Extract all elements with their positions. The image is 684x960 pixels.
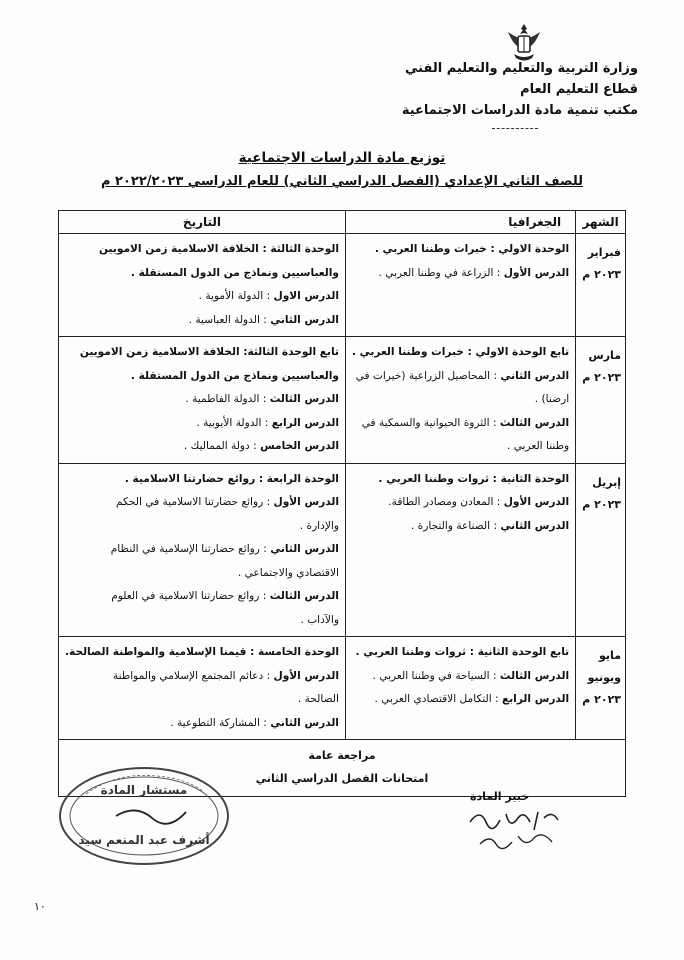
cell-line: [352, 412, 569, 436]
lesson-text: : الدولة الأموية .: [198, 290, 274, 302]
lesson-text: والآداب .: [300, 613, 339, 626]
lesson-label: الدرس الأول: [273, 496, 339, 508]
lesson-text: : التكامل الاقتصادي العربي .: [374, 693, 502, 705]
lesson-label: الدرس الثاني: [500, 369, 570, 382]
cell-line: [65, 412, 339, 436]
lesson-label: تابع الوحدة الثالثة: الخلافة الاسلامية زمن الامويين: [79, 346, 339, 358]
stamp-title: مستشار المادة: [100, 783, 188, 797]
lesson-text: وطننا العربي .: [506, 440, 570, 452]
lesson-text: : الدولة الفاطمية .: [185, 393, 270, 405]
lesson-text: : المشاركة التطوعية .: [170, 716, 271, 729]
lesson-label: الدرس الثالث: [269, 393, 339, 405]
geography-cell: [345, 337, 575, 464]
geography-cell: [345, 463, 575, 637]
cell-line: [352, 468, 569, 492]
lesson-label: الوحدة الثانية : ثروات وطننا العربي .: [378, 472, 570, 485]
lesson-label: والعباسيين ونماذج من الدول المستقلة .: [130, 369, 339, 382]
cell-line: [352, 641, 569, 665]
cell-line: [65, 262, 339, 286]
geography-cell: [345, 234, 575, 337]
table-row: [59, 463, 626, 637]
cell-line: [65, 665, 339, 689]
cell-line: [65, 609, 339, 633]
cell-line: [65, 285, 339, 309]
sector-name: قطاع التعليم العام: [520, 82, 638, 97]
lesson-label: الدرس الثالث: [269, 590, 339, 602]
cell-line: [352, 262, 569, 286]
lesson-label: الدرس الثاني: [500, 519, 570, 532]
cell-line: [65, 538, 339, 562]
lesson-label: الدرس الثاني: [270, 313, 339, 326]
table-body: [59, 234, 626, 740]
curriculum-table: [58, 210, 626, 797]
header-month: الشهر: [576, 211, 626, 234]
cell-line: [65, 341, 339, 365]
expert-label: خبير المادة: [470, 790, 530, 803]
table-header-row: [59, 211, 626, 234]
cell-line: [65, 712, 339, 736]
month-cell: فبراير ٢٠٢٣ م: [576, 234, 626, 337]
cell-line: [65, 388, 339, 412]
cell-line: [352, 435, 569, 459]
lesson-label: الدرس الثالث: [499, 669, 570, 682]
lesson-text: : المحاصيل الزراعية (خيرات في: [355, 369, 501, 382]
cell-line: [65, 515, 339, 539]
stamp-name: أشرف عبد المنعم سيد: [78, 833, 210, 847]
cell-line: [65, 491, 339, 515]
table-row: [59, 337, 626, 464]
lesson-text: : دعائم المجتمع الإسلامي والمواطنة: [112, 669, 274, 682]
lesson-text: : روائع حضارتنا الإسلامية في النظام: [110, 543, 271, 555]
lesson-text: : الدولة العباسية .: [188, 313, 271, 326]
lesson-text: : الزراعة في وطننا العربي .: [378, 266, 504, 279]
cell-line: [65, 468, 339, 492]
lesson-text: : الثروة الحيوانية والسمكية في: [361, 416, 500, 429]
ministry-name: وزارة التربية والتعليم والتعليم الفني: [405, 61, 638, 76]
expert-signature: [460, 800, 570, 860]
lesson-text: : روائع حضارتنا الاسلامية في الحكم: [115, 496, 274, 508]
table-row: [59, 234, 626, 337]
cell-line: [65, 309, 339, 333]
title-line-2: للصف الثاني الإعدادي (الفصل الدراسي الثاني) للعام الدراسي ٢٠٢٢/٢٠٢٣ م: [100, 174, 584, 189]
lesson-label: الدرس الثاني: [270, 716, 339, 729]
history-cell: [59, 637, 346, 740]
cell-line: [352, 491, 569, 515]
history-cell: [59, 234, 346, 337]
lesson-text: الاقتصادي والاجتماعي .: [237, 566, 339, 579]
lesson-label: الدرس الأول: [273, 669, 339, 682]
cell-line: [65, 688, 339, 712]
lesson-label: الوحدة الخامسة : قيمنا الإسلامية والمواطنة الصالحة.: [65, 646, 339, 658]
history-cell: [59, 337, 346, 464]
header-history: التاريخ: [59, 211, 346, 234]
page-number: ١٠: [34, 900, 46, 913]
lesson-label: والعباسيين ونماذج من الدول المستقلة .: [130, 266, 339, 279]
cell-line: [352, 388, 569, 412]
cell-line: [65, 585, 339, 609]
history-cell: [59, 463, 346, 637]
lesson-text: والإدارة .: [299, 519, 339, 532]
header-geography: الجغرافيا: [345, 211, 575, 234]
exams-label: امتحانات الفصل الدراسي الثاني: [255, 772, 429, 785]
lesson-label: الدرس الأول: [503, 496, 570, 508]
cell-line: [65, 365, 339, 389]
month-cell: إبريل ٢٠٢٣ م: [576, 463, 626, 637]
cell-line: [352, 688, 569, 712]
lesson-label: تابع الوحدة الثانية : ثروات وطننا العربي .: [355, 646, 570, 658]
lesson-text: : الدولة الأيوبية .: [196, 416, 272, 429]
lesson-label: الوحدة الثالثة : الخلافة الاسلامية زمن الامويين: [99, 243, 339, 255]
lesson-label: الدرس الثاني: [270, 543, 339, 555]
title-line-1: توزيع مادة الدراسات الاجتماعية: [238, 150, 446, 166]
month-cell: مايو ويونيو ٢٠٢٣ م: [576, 637, 626, 740]
general-review: مراجعة عامة: [308, 749, 376, 762]
lesson-label: تابع الوحدة الاولي : خبرات وطننا العربي .: [351, 346, 570, 358]
lesson-text: : المعادن ومصادر الطاقة.: [388, 496, 504, 508]
lesson-text: : السياحة في وطننا العربي .: [372, 669, 500, 682]
cell-line: [352, 365, 569, 389]
lesson-label: الدرس الرابع: [501, 693, 570, 705]
cell-line: [352, 665, 569, 689]
divider: [492, 128, 538, 129]
lesson-text: ارضنا) .: [534, 393, 570, 405]
lesson-label: الدرس الأول: [503, 266, 570, 279]
lesson-text: : الصناعة والتجارة .: [411, 519, 501, 532]
cell-line: [352, 515, 569, 539]
lesson-label: الوحدة الرابعة : روائع حضارتنا الاسلامية .: [124, 472, 339, 485]
month-cell: مارس ٢٠٢٣ م: [576, 337, 626, 464]
document-title: [60, 146, 624, 194]
lesson-label: الدرس الثالث: [499, 416, 570, 429]
lesson-text: : دولة المماليك .: [183, 440, 261, 452]
office-name: مكتب تنمية مادة الدراسات الاجتماعية: [401, 103, 638, 118]
lesson-label: الوحدة الاولي : خبرات وطننا العربي .: [374, 243, 570, 255]
official-stamp: [56, 764, 232, 868]
cell-line: [65, 641, 339, 665]
lesson-label: الدرس الرابع: [271, 416, 339, 429]
lesson-text: الصالحة .: [297, 693, 339, 705]
lesson-text: : روائع حضارتنا الاسلامية في العلوم: [111, 590, 270, 602]
geography-cell: [345, 637, 575, 740]
cell-line: [65, 562, 339, 586]
table-row: [59, 637, 626, 740]
lesson-label: الدرس الاول: [273, 290, 339, 302]
lesson-label: الدرس الخامس: [260, 440, 339, 452]
cell-line: [65, 435, 339, 459]
cell-line: [352, 341, 569, 365]
cell-line: [65, 238, 339, 262]
cell-line: [352, 238, 569, 262]
ministry-header: [378, 58, 638, 121]
